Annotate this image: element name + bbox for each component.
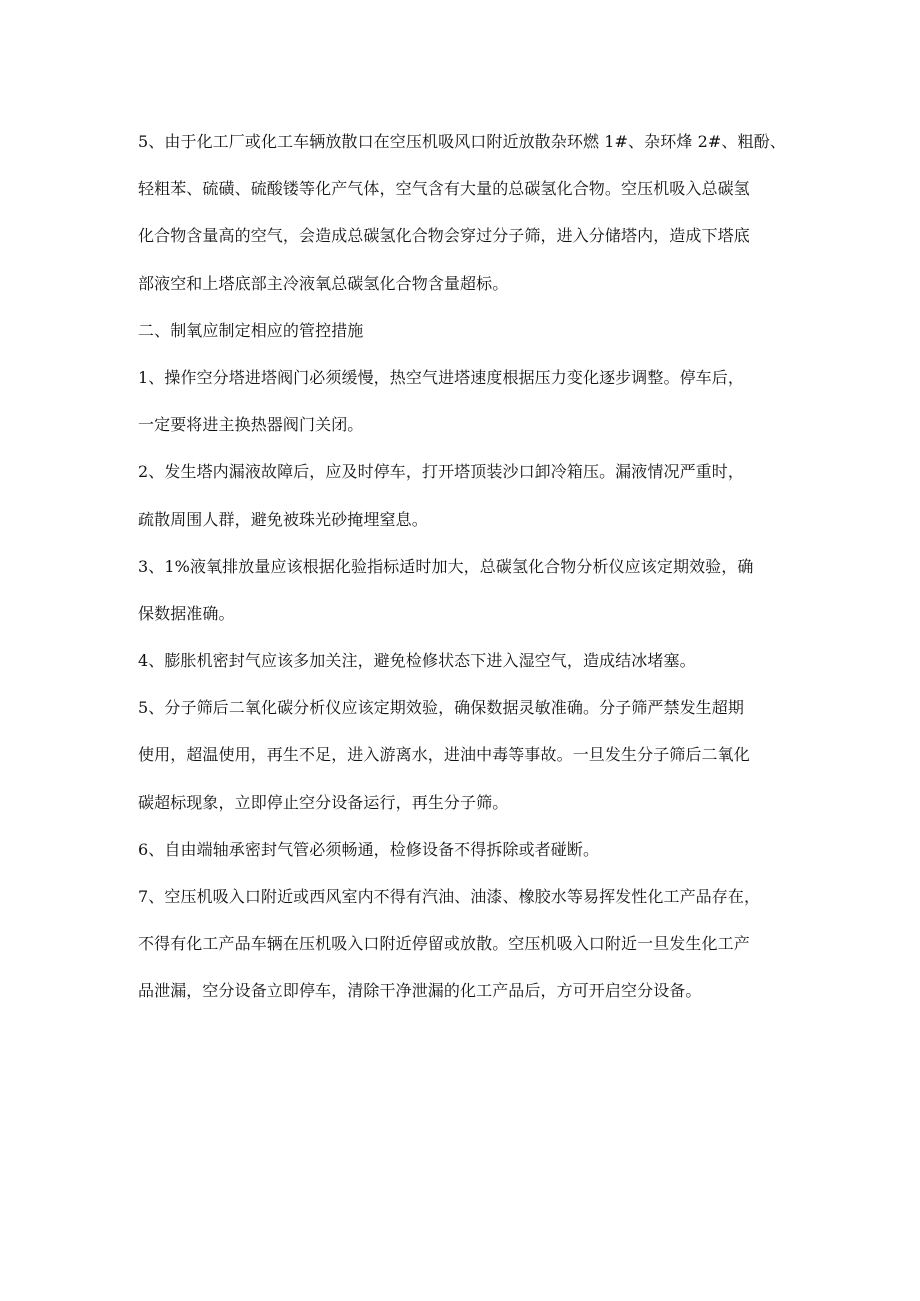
text-line-19: 品泄漏，空分设备立即停车，清除干净泄漏的化工产品后，方可开启空分设备。 [138, 981, 702, 1001]
text-line-12: 4、膨胀机密封气应该多加关注，避免检修状态下进入湿空气，造成结冰堵塞。 [138, 651, 696, 671]
document-body [138, 118, 810, 1015]
text-line-16: 6、自由端轴承密封气管必须畅通，检修设备不得拆除或者碰断。 [138, 839, 600, 859]
text-line-4: 部液空和上塔底部主冷液氧总碳氢化合物含量超标。 [138, 273, 509, 293]
text-line-8: 2、发生塔内漏液故障后，应及时停车，打开塔顶装沙口卸冷箱压。漏液情况严重时， [138, 462, 744, 482]
text-line-13: 5、分子筛后二氧化碳分析仪应该定期效验，确保数据灵敏准确。分子筛严禁发生超期 [138, 698, 744, 718]
section-heading: 二、制氧应制定相应的管控措施 [138, 320, 364, 340]
text-line-18: 不得有化工产品车辆在压机吸入口附近停留或放散。空压机吸入口附近一旦发生化工产 [138, 934, 750, 954]
text-line-7: 一定要将进主换热器阀门关闭。 [138, 415, 364, 435]
text-line-17: 7、空压机吸入口附近或西风室内不得有汽油、油漆、橡胶水等易挥发性化工产品存在， [138, 887, 761, 906]
text-line-14: 使用，超温使用，再生不足，进入游离水，进油中毒等事故。一旦发生分子筛后二氧化 [138, 745, 750, 765]
text-line-3: 化合物含量高的空气，会造成总碳氢化合物会穿过分子筛，进入分储塔内，造成下塔底 [138, 226, 750, 246]
text-line-1: 5、由于化工厂或化工车辆放散口在空压机吸风口附近放散杂环燃 1#、杂环烽 2#、粗酚、 [138, 132, 786, 151]
text-line-9: 疏散周围人群，避免被珠光砂掩埋窒息。 [138, 509, 428, 529]
text-line-11: 保数据准确。 [138, 603, 235, 623]
text-line-2: 轻粗苯、硫磺、硫酸镂等化产气体，空气含有大量的总碳氢化合物。空压机吸入总碳氢 [138, 179, 750, 199]
text-line-6: 1、操作空分塔进塔阀门必须缓慢，热空气进塔速度根据压力变化逐步调整。停车后， [138, 367, 744, 387]
text-line-10: 3、1%液氧排放量应该根据化验指标适时加大，总碳氢化合物分析仪应该定期效验，确 [138, 556, 754, 576]
text-line-15: 碳超标现象，立即停止空分设备运行，再生分子筛。 [138, 792, 509, 812]
